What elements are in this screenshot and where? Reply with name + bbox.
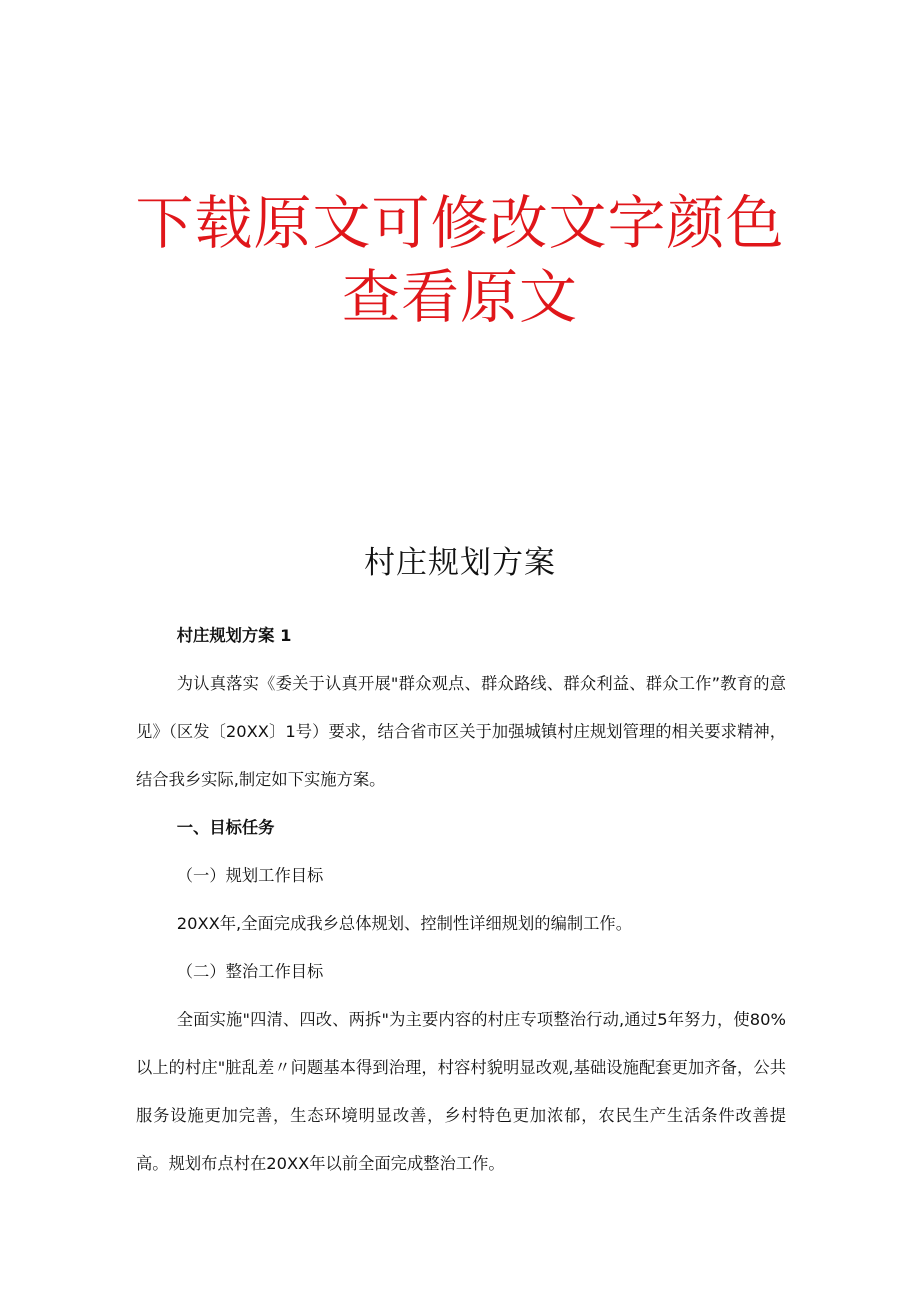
subsection-text-1: 20XX年,全面完成我乡总体规划、控制性详细规划的编制工作。 <box>176 914 632 933</box>
banner-line-1: 下载原文可修改文字颜色 <box>135 189 785 257</box>
subsection-heading-2: （二）整治工作目标 <box>176 962 324 981</box>
section-subtitle: 村庄规划方案 1 <box>176 626 292 645</box>
intro-paragraph: 为认真落实《委关于认真开展"群众观点、群众路线、群众利益、群众工作”教育的意见》（区发〔20XX〕1号）要求，结合省市区关于加强城镇村庄规划管理的相关要求精神，结合我乡实际,制定如下实施方案。 <box>136 674 786 789</box>
banner-line-2: 查看原文 <box>341 263 578 331</box>
section-heading-1: 一、目标任务 <box>176 818 275 837</box>
document-title: 村庄规划方案 <box>364 545 556 581</box>
document-body <box>136 612 786 1188</box>
subsection-heading-1: （一）规划工作目标 <box>176 866 324 885</box>
subsection-text-2: 全面实施"四清、四改、两拆"为主要内容的村庄专项整治行动,通过5年努力，使80%以上的村庄"脏乱差〃问题基本得到治理，村容村貌明显改观,基础设施配套更加齐备，公共服务设施更加完善，生态环境明显改善，乡村特色更加浓郁，农民生产生活条件改善提高。规划布点村在20XX年以前全面完成整治工作。 <box>136 1010 786 1173</box>
